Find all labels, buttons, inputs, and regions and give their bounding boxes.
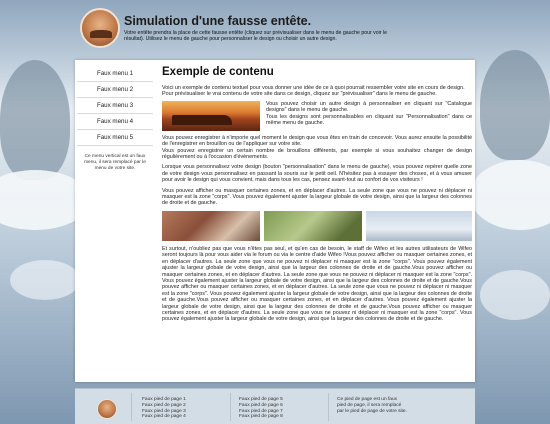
sidebar-item-faux-menu-5[interactable]: Faux menu 5 <box>77 130 153 146</box>
content-paragraph-7: Lorsque vous personnalisez votre design (bouton "personnalisation" dans le menu de gauche), vous pouvez repérer quelle zone de votre design vous personnalisez en passant la souris sur le petit oeil. N'hésitez pas à essayer des choses, et à vous amuser pour avoir le design qui vous convient, mais dans tous les cas, pensez avant-tout au confort de vos visiteurs ! <box>162 164 472 184</box>
content-paragraph-5: Vous pouvez enregistrer à n'importe quel moment le design que vous êtes en train de concevoir. Vous aurez ensuite la possibilité de l'enregistrer en brouillon ou de l'appliquer sur votre site. <box>162 134 472 148</box>
photo-image-3 <box>366 211 472 241</box>
footer-link[interactable]: Faux pied de page 7 <box>239 408 283 414</box>
photo-image-1 <box>162 211 260 241</box>
site-title: Simulation d'une fausse entête. <box>124 14 312 28</box>
page-title: Exemple de contenu <box>162 66 274 78</box>
content-paragraph-4: Tous les designs sont personnalisables en cliquant sur "Personnalisation" dans ce même menu de gauche. <box>266 113 472 127</box>
content-image-strip <box>162 211 472 241</box>
footer-column-1 <box>142 397 186 420</box>
site-header <box>0 0 550 56</box>
sidebar-item-faux-menu-4[interactable]: Faux menu 4 <box>77 114 153 130</box>
sidebar-item-faux-menu-2[interactable]: Faux menu 2 <box>77 82 153 98</box>
sidebar-menu <box>75 60 155 146</box>
footer-link[interactable]: Faux pied de page 1 <box>142 397 186 402</box>
main-content <box>162 66 472 382</box>
content-paragraph-1: Voici un exemple de contenu textuel pour vous donner une idée de ce à quoi pourrait ressembler votre site en cours de design. <box>162 85 465 91</box>
footer-link[interactable]: Faux pied de page 5 <box>239 397 283 402</box>
footer-column-2 <box>239 397 283 420</box>
footer-logo <box>97 399 117 419</box>
photo-image-2 <box>264 211 362 241</box>
footer-link[interactable]: Faux pied de page 2 <box>142 402 186 408</box>
footer-link[interactable]: Faux pied de page 6 <box>239 402 283 408</box>
content-paragraph-6: Vous pouvez enregistrer un certain nombre de brouillons différents, par exemple si vous souhaitez changer de design régulièrement ou à l'occasion d'évènements. <box>162 147 472 161</box>
sidebar-item-faux-menu-3[interactable]: Faux menu 3 <box>77 98 153 114</box>
footer-link[interactable]: Faux pied de page 8 <box>239 414 283 420</box>
site-logo <box>80 8 120 48</box>
site-subtitle: Votre entête prendra la place de cette fausse entête (cliquez sur prévisualiser dans le menu de gauche pour voir le résultat). Utilisez le menu de gauche pour personnaliser le design ou choisir un autre design. <box>124 30 387 43</box>
content-paragraph-2: Pour prévisualiser le vrai contenu de votre site dans ce design, cliquez sur "prévisualiser" dans le menu de gauche. <box>162 91 437 98</box>
footer-link[interactable]: Faux pied de page 3 <box>142 408 186 414</box>
footer-note: Ce pied de page est un faux pied de page, il sera remplacé par le pied de page de votre site. <box>337 397 407 414</box>
footer-link[interactable]: Faux pied de page 4 <box>142 414 186 420</box>
content-paragraph-3: Vous pouvez choisir un autre design à personnaliser en cliquant sur "Catalogue designs" dans le menu de gauche. <box>266 100 472 114</box>
site-footer <box>75 388 475 424</box>
content-paragraph-8: Vous pouvez afficher ou masquer certaines zones, et en déplacer d'autres. La seule zone que vous ne pouvez ni déplacer ni masquer est la zone "corps". Vous pouvez également ajuster la largeur globale de votre design, ainsi que la largeur des colonnes de droite et de gauche. <box>162 187 472 207</box>
content-image-row <box>162 101 472 131</box>
content-paragraph-9: Et surtout, n'oubliez pas que vous n'êtes pas seul, et qu'en cas de besoin, le staff de Wifeo et les autres utilisateurs de Wifeo seront toujours là pour vous aider via le forum ou via le centre d'aide Wifeo !Vous pouvez afficher ou masquer certaines zones, et en déplacer d'autres. La seule zone que vous ne pouvez ni déplacer ni masquer est la zone "corps". Vous pouvez également ajuster la largeur globale de votre design, ainsi que la largeur des colonnes de droite et de gauche.Vous pouvez afficher ou masquer certaines zones, et en déplacer d'autres. La seule zone que vous ne pouvez ni déplacer ni masquer est la zone "corps". Vous pouvez également ajuster la largeur globale de votre design, ainsi que la largeur des colonnes de droite et de gauche.Vous pouvez afficher ou masquer certaines zones, et en déplacer d'autres. La seule zone que vous ne pouvez ni déplacer ni masquer est la zone "corps". Vous pouvez également ajuster la largeur globale de votre design, ainsi que la largeur des colonnes de droite et de gauche.Vous pouvez afficher ou masquer certaines zones, et en déplacer d'autres. Vous pouvez également ajuster la largeur globale de votre design, ainsi que la largeur des colonnes de droite et de gauche.Vous pouvez afficher ou masquer certaines zones, et en déplacer d'autres. La seule zone que vous ne pouvez ni déplacer ni masquer est la zone "corps". Vous pouvez également ajuster la largeur globale de votre design, ainsi que la largeur des colonnes de droite et de gauche. <box>162 245 472 323</box>
desert-image <box>162 101 260 131</box>
sidebar-note: Ce menu vertical est un faux menu, il sera remplacé par le menu de votre site. <box>84 154 146 171</box>
page-container <box>75 60 475 382</box>
sidebar <box>75 60 155 382</box>
sidebar-item-faux-menu-1[interactable]: Faux menu 1 <box>77 66 153 82</box>
